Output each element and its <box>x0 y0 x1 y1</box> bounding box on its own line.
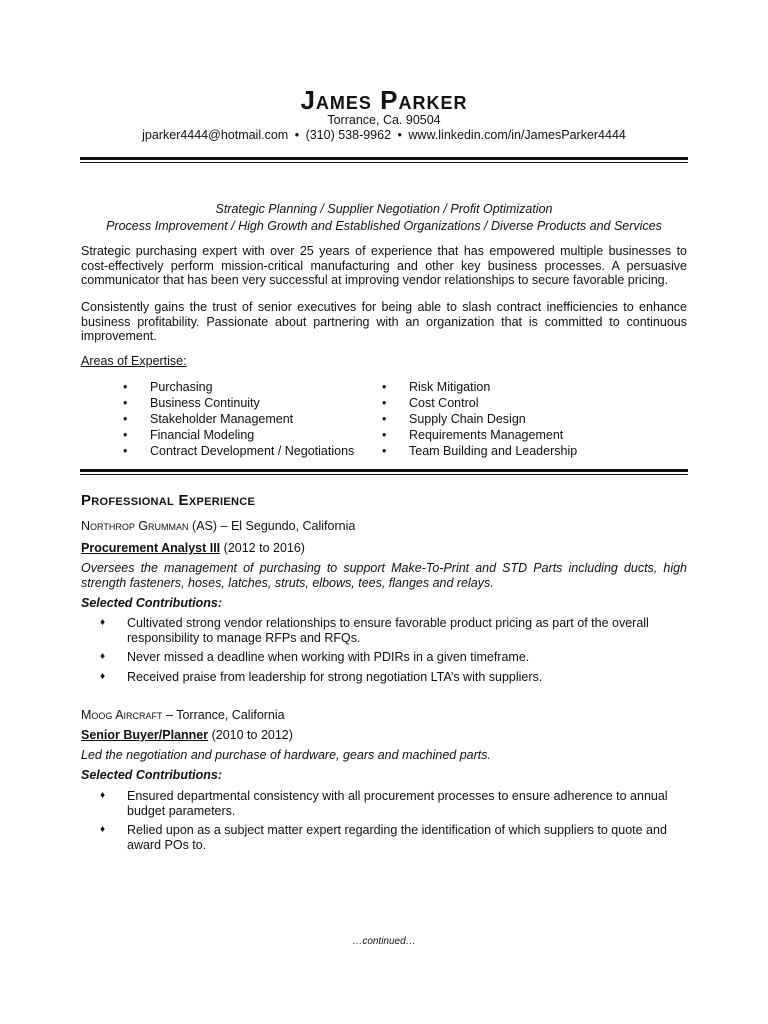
company-name: Moog Aircraft – Torrance, California <box>81 708 285 722</box>
contributions-label: Selected Contributions: <box>81 596 222 610</box>
linkedin-url: www.linkedin.com/in/JamesParker4444 <box>408 128 626 142</box>
job-title-line <box>81 541 305 555</box>
contributions-label: Selected Contributions: <box>81 768 222 782</box>
bullet: • <box>382 428 387 442</box>
tagline-2: Process Improvement / High Growth and Established Organizations / Diverse Products and Services <box>106 219 662 233</box>
job-dates: (2010 to 2012) <box>211 728 293 742</box>
diamond-bullet-icon: ♦ <box>100 651 106 662</box>
job-description: Led the negotiation and purchase of hardware, gears and machined parts. <box>81 748 491 762</box>
section-title-experience: Professional Experience <box>81 492 256 509</box>
bullet: • <box>123 412 128 426</box>
diamond-bullet-icon: ♦ <box>100 824 106 835</box>
list-item: • Purchasing <box>123 380 213 394</box>
diamond-bullet-icon: ♦ <box>100 790 106 801</box>
job-title-line <box>81 728 293 742</box>
expertise-list-left <box>123 379 354 459</box>
list-item: • Contract Development / Negotiations <box>123 444 355 458</box>
company-name: Northrop Grumman (AS) – El Segundo, California <box>81 519 356 533</box>
list-item: • Supply Chain Design <box>382 412 526 426</box>
summary-paragraph-2: Consistently gains the trust of senior executives for being able to slash contract inefficiencies to enhance business profitability. Passionate about partnering with an organization that is committed to continuous improvement. <box>81 300 687 343</box>
candidate-name: James Parker <box>300 85 468 115</box>
list-item: • Financial Modeling <box>123 428 255 442</box>
bullet: • <box>123 428 128 442</box>
list-item: • Business Continuity <box>123 396 260 410</box>
list-item: ♦ Never missed a deadline when working with PDIRs in a given timeframe. <box>100 650 530 664</box>
bullet: • <box>123 380 128 394</box>
job-title: Procurement Analyst III <box>81 541 221 555</box>
bullet: • <box>123 396 128 410</box>
separator: • <box>294 128 300 142</box>
list-item: ♦ Ensured departmental consistency with all procurement processes to ensure adherence to annual budget parameters. <box>100 789 668 818</box>
contributions-list <box>100 789 670 857</box>
bullet: • <box>382 396 387 410</box>
list-item: • Requirements Management <box>382 428 564 442</box>
contributions-list <box>100 616 670 689</box>
list-item: ♦ Relied upon as a subject matter expert regarding the identification of which suppliers to quote and award POs to. <box>100 823 667 852</box>
address: Torrance, Ca. 90504 <box>327 113 441 127</box>
list-item: ♦ Cultivated strong vendor relationships to ensure favorable product pricing as part of the overall responsibility to manage RFPs and RFQs. <box>100 616 649 645</box>
company-location: – El Segundo, California <box>220 519 356 533</box>
header-divider <box>80 157 688 163</box>
list-item: • Risk Mitigation <box>382 380 491 394</box>
tagline-1: Strategic Planning / Supplier Negotiation / Profit Optimization <box>215 202 553 216</box>
bullet: • <box>123 444 128 458</box>
phone: (310) 538-9962 <box>305 128 392 142</box>
list-item: ♦ Received praise from leadership for strong negotiation LTA’s with suppliers. <box>100 669 543 684</box>
contact-line <box>0 128 768 142</box>
bullet: • <box>382 444 387 458</box>
continued-note: …continued… <box>352 936 416 947</box>
job-dates: (2012 to 2016) <box>223 541 305 555</box>
expertise-heading: Areas of Expertise: <box>81 354 187 368</box>
expertise-list-right <box>382 379 577 459</box>
list-item: • Team Building and Leadership <box>382 444 578 458</box>
bullet: • <box>382 380 387 394</box>
bullet: • <box>382 412 387 426</box>
job-description: Oversees the management of purchasing to support Make-To-Print and STD Parts including ducts, high strength fasteners, hoses, latches, struts, elbows, tees, flanges and relays. <box>81 561 687 590</box>
job-title: Senior Buyer/Planner <box>81 728 209 742</box>
email: jparker4444@hotmail.com <box>142 128 289 142</box>
summary-paragraph-1: Strategic purchasing expert with over 25 years of experience that has empowered multiple businesses to cost-effectively perform mission-critical manufacturing and other key business processes. A persuasive communicator that has been very successful at improving vendor relationships to secure favorable pricing. <box>81 244 687 287</box>
section-divider <box>80 469 688 475</box>
company-location: – Torrance, California <box>166 708 285 722</box>
separator: • <box>397 128 402 142</box>
list-item: • Stakeholder Management <box>123 412 294 426</box>
list-item: • Cost Control <box>382 396 479 410</box>
diamond-bullet-icon: ♦ <box>100 617 106 628</box>
diamond-bullet-icon: ♦ <box>100 670 106 682</box>
